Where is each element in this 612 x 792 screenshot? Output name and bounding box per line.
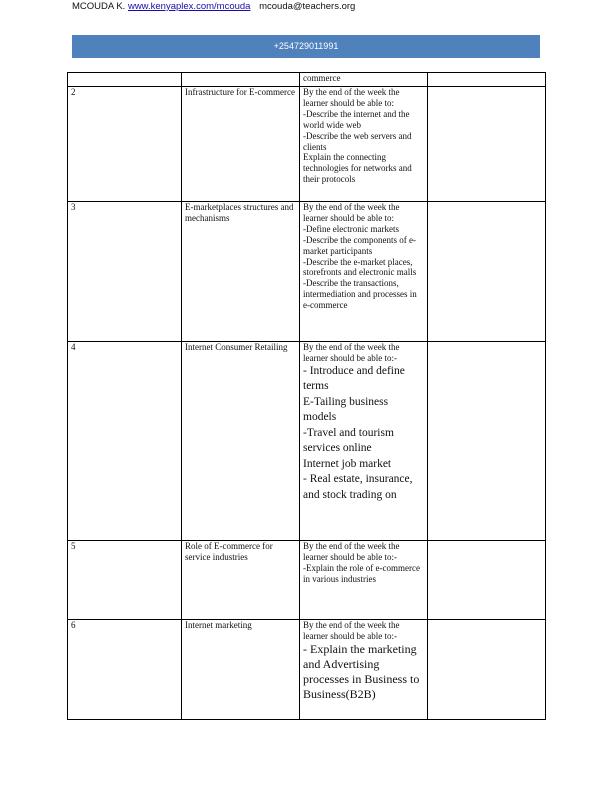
table-row <box>68 342 546 541</box>
objective-line: E-Tailing business models <box>303 395 389 424</box>
email-address: mcouda@teachers.org <box>259 1 356 12</box>
objective-line: By the end of the week the learner should be able to:- <box>303 541 400 562</box>
topic-cell: Internet marketing <box>182 620 300 720</box>
week-cell: 2 <box>68 87 182 202</box>
objective-line: By the end of the week the learner should be able to: <box>303 87 400 108</box>
week-cell: 4 <box>68 342 182 541</box>
objective-line: - Explain the marketing and Advertising processes in Business to Business(B2B) <box>303 641 420 701</box>
table-row <box>68 73 546 87</box>
remarks-cell <box>428 73 546 87</box>
remarks-cell <box>428 541 546 620</box>
table-row <box>68 620 546 720</box>
topic-cell: Infrastructure for E-commerce <box>182 87 300 202</box>
objectives-cell <box>300 541 428 620</box>
topic-cell: Role of E-commerce for service industries <box>182 541 300 620</box>
week-cell: 6 <box>68 620 182 720</box>
objective-line: By the end of the week the learner should be able to: <box>303 202 400 223</box>
phone-banner <box>72 35 540 58</box>
objectives-cell <box>300 620 428 720</box>
author-name: MCOUDA K. <box>72 1 126 12</box>
scheme-of-work-table <box>67 72 546 720</box>
remarks-cell <box>428 87 546 202</box>
week-cell: 3 <box>68 202 182 342</box>
objectives-cell <box>300 87 428 202</box>
objectives-cell <box>300 342 428 541</box>
topic-cell: E-marketplaces structures and mechanisms <box>182 202 300 342</box>
page-header <box>72 1 355 12</box>
remarks-cell <box>428 342 546 541</box>
objective-line: -Describe the e-market places, storefronts and electronic malls <box>303 256 417 278</box>
table-row <box>68 202 546 342</box>
objective-line: -Define electronic markets <box>303 223 399 234</box>
objective-line: -Explain the role of e-commerce in various industries <box>303 562 420 584</box>
objective-line: - Introduce and define terms <box>303 364 405 393</box>
topic-cell: Internet Consumer Retailing <box>182 342 300 541</box>
objective-line: -Travel and tourism services online <box>303 426 394 455</box>
table-row <box>68 87 546 202</box>
objective-line: By the end of the week the learner should be able to:- <box>303 620 400 641</box>
objective-line: Internet job market <box>303 457 392 470</box>
website-link[interactable]: www.kenyaplex.com/mcouda <box>127 1 251 12</box>
week-cell <box>68 73 182 87</box>
objective-line: - Real estate, insurance, and stock trading on <box>303 473 413 501</box>
week-cell: 5 <box>68 541 182 620</box>
remarks-cell <box>428 202 546 342</box>
objective-line: -Describe the internet and the world wide web <box>303 108 410 130</box>
objectives-cell: commerce <box>300 73 428 87</box>
objective-line: Explain the connecting technologies for networks and their protocols <box>303 152 412 185</box>
table-row <box>68 541 546 620</box>
phone-number: +254729011991 <box>273 41 339 51</box>
objective-line: -Describe the web servers and clients <box>303 130 412 152</box>
objective-line: -Describe the components of e-market participants <box>303 234 416 256</box>
objectives-cell <box>300 202 428 342</box>
remarks-cell <box>428 620 546 720</box>
objective-line: By the end of the week the learner should be able to:- <box>303 342 400 363</box>
objective-line: -Describe the transactions, intermediation and processes in e-commerce <box>303 278 417 311</box>
topic-cell <box>182 73 300 87</box>
